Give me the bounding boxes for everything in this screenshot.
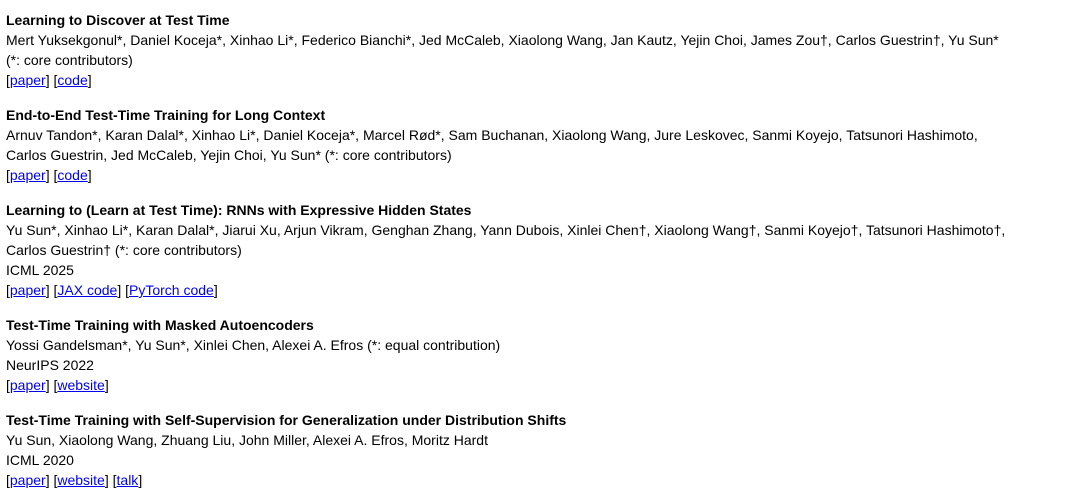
code-link[interactable]: code <box>57 72 88 88</box>
publication-authors: Yu Sun*, Xinhao Li*, Karan Dalal*, Jiarui Xu, Arjun Vikram, Genghan Zhang, Yann Dubois, Xinlei Chen†, Xiaolong Wang†, Sanmi Koyejo†, Tatsunori Hashimoto†, <box>6 222 1006 238</box>
publication-authors: Yu Sun, Xiaolong Wang, Zhuang Liu, John Miller, Alexei A. Efros, Moritz Hardt <box>6 432 488 448</box>
publication-authors: (*: core contributors) <box>6 52 133 68</box>
publication-entry <box>6 10 1080 90</box>
publication-authors: Mert Yuksekgonul*, Daniel Koceja*, Xinhao Li*, Federico Bianchi*, Jed McCaleb, Xiaolong Wang, Jan Kautz, Yejin Choi, James Zou†, Carlos Guestrin†, Yu Sun* <box>6 32 999 48</box>
publication-links: [paper] [JAX code] [PyTorch code] <box>6 282 218 298</box>
publication-links: [paper] [code] <box>6 167 92 183</box>
publication-authors: Yossi Gandelsman*, Yu Sun*, Xinlei Chen, Alexei A. Efros (*: equal contribution) <box>6 337 501 353</box>
paper-link[interactable]: paper <box>9 72 46 88</box>
publication-entry <box>6 200 1080 300</box>
publication-venue: NeurIPS 2022 <box>6 357 94 373</box>
publication-authors: Carlos Guestrin, Jed McCaleb, Yejin Choi, Yu Sun* (*: core contributors) <box>6 147 452 163</box>
paper-link[interactable]: paper <box>9 377 46 393</box>
publication-title: Learning to Discover at Test Time <box>6 12 230 28</box>
publication-title: Test-Time Training with Self-Supervision for Generalization under Distribution Shifts <box>6 412 567 428</box>
code-link[interactable]: code <box>57 167 88 183</box>
publication-title: End-to-End Test-Time Training for Long Context <box>6 107 326 123</box>
publication-venue: ICML 2020 <box>6 452 74 468</box>
publication-links: [paper] [website] <box>6 377 109 393</box>
publication-entry <box>6 105 1080 185</box>
paper-link[interactable]: paper <box>9 472 46 488</box>
publication-links: [paper] [code] <box>6 72 92 88</box>
talk-link[interactable]: talk <box>116 472 139 488</box>
publication-authors: Carlos Guestrin† (*: core contributors) <box>6 242 242 258</box>
paper-link[interactable]: paper <box>9 282 46 298</box>
publication-entry <box>6 315 1080 395</box>
publication-title: Test-Time Training with Masked Autoencoders <box>6 317 314 333</box>
pytorch-code-link[interactable]: PyTorch code <box>128 282 214 298</box>
website-link[interactable]: website <box>57 472 105 488</box>
publication-entry <box>6 410 1080 490</box>
publication-authors: Arnuv Tandon*, Karan Dalal*, Xinhao Li*, Daniel Koceja*, Marcel Rød*, Sam Buchanan, Xiaolong Wang, Jure Leskovec, Sanmi Koyejo, Tatsunori Hashimoto, <box>6 127 978 143</box>
publication-links: [paper] [website] [talk] <box>6 472 143 488</box>
website-link[interactable]: website <box>57 377 105 393</box>
publication-title: Learning to (Learn at Test Time): RNNs with Expressive Hidden States <box>6 202 472 218</box>
publication-venue: ICML 2025 <box>6 262 74 278</box>
paper-link[interactable]: paper <box>9 167 46 183</box>
jax-code-link[interactable]: JAX code <box>57 282 118 298</box>
